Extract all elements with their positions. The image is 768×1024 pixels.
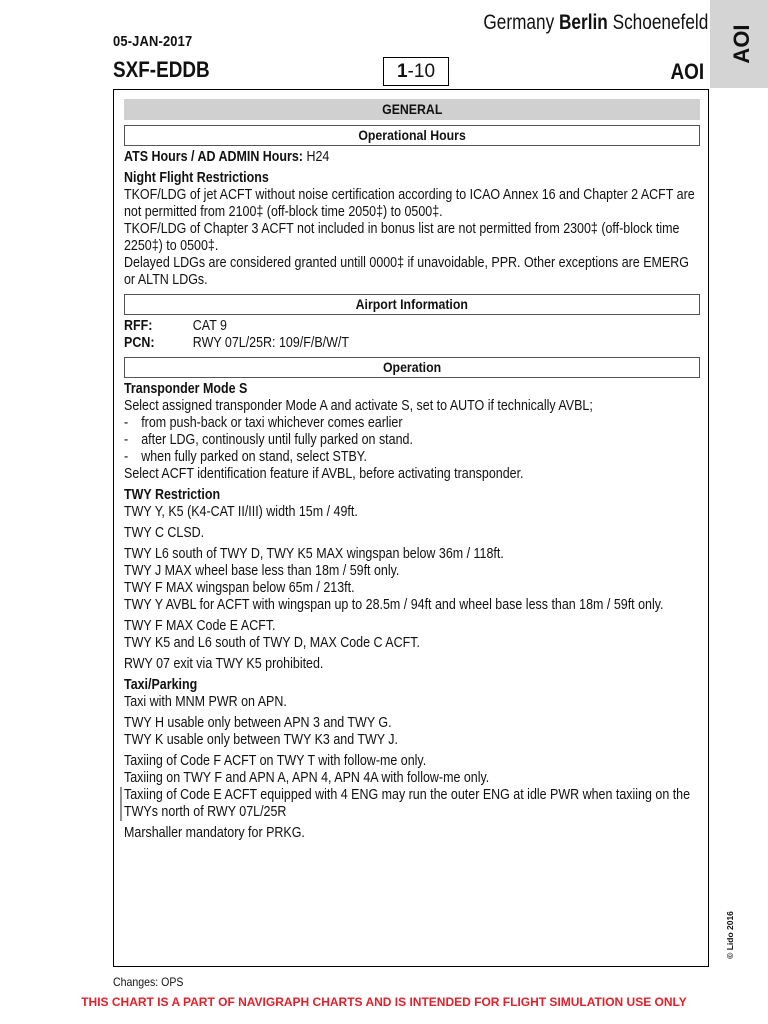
night-paragraph-3: Delayed LDGs are considered granted untill 0000‡ if unavoidable, PPR. Other exceptions are EMERG or ALTN LDGs.	[124, 255, 689, 288]
general-header: GENERAL	[124, 99, 700, 120]
section-tab-label: AOI	[729, 24, 754, 64]
disclaimer: THIS CHART IS A PART OF NAVIGRAPH CHARTS AND IS INTENDED FOR FLIGHT SIMULATION USE ONLY	[81, 995, 687, 1009]
taxi-line: Marshaller mandatory for PRKG.	[124, 825, 305, 841]
taxi-line: Taxiing on TWY F and APN A, APN 4, APN 4A with follow-me only.	[124, 770, 490, 786]
ats-hours: ATS Hours / AD ADMIN Hours: H24	[124, 149, 330, 165]
taxi-line: Taxiing of Code F ACFT on TWY T with follow-me only.	[124, 753, 427, 769]
taxi-line: Taxi with MNM PWR on APN.	[124, 694, 287, 710]
taxi-line: TWY H usable only between APN 3 and TWY G.	[124, 715, 392, 731]
section-label: AOI	[670, 59, 704, 84]
copyright: © Lido 2016	[725, 911, 735, 959]
night-paragraph-2: TKOF/LDG of Chapter 3 ACFT not included in bonus list are not permitted from 2300‡ (off-block time 2250‡) to 0500‡.	[124, 221, 680, 254]
operation-header: Operation	[124, 357, 700, 378]
twy-line: TWY J MAX wheel base less than 18m / 59ft only.	[124, 563, 400, 579]
twy-line: TWY L6 south of TWY D, TWY K5 MAX wingspan below 36m / 118ft.	[124, 546, 504, 562]
chart-date: 05-JAN-2017	[113, 33, 193, 50]
airport-information-header: Airport Information	[124, 294, 700, 315]
page-sequence: -10	[407, 61, 436, 82]
twy-restriction-title: TWY Restriction	[124, 487, 221, 503]
transponder-end: Select ACFT identification feature if AVBL, before activating transponder.	[124, 466, 524, 482]
twy-line: RWY 07 exit via TWY K5 prohibited.	[124, 656, 324, 672]
twy-line: TWY F MAX Code E ACFT.	[124, 618, 276, 634]
list-item: - from push-back or taxi whichever comes earlier	[124, 415, 403, 431]
night-paragraph-1: TKOF/LDG of jet ACFT without noise certification according to ICAO Annex 16 and Chapter 2 ACFT are not permitted from 2100‡ (off-block time 2050‡) to 0500‡.	[124, 187, 695, 220]
taxi-parking-title: Taxi/Parking	[124, 677, 198, 693]
twy-line: TWY C CLSD.	[124, 525, 205, 541]
transponder-title: Transponder Mode S	[124, 381, 248, 397]
twy-line: TWY F MAX wingspan below 65m / 213ft.	[124, 580, 355, 596]
taxi-line: TWY K usable only between TWY K3 and TWY J.	[124, 732, 399, 748]
transponder-intro: Select assigned transponder Mode A and activate S, set to AUTO if technically AVBL;	[124, 398, 593, 414]
taxi-line-changed: Taxiing of Code E ACFT equipped with 4 ENG may run the outer ENG at idle PWR when taxiing on the TWYs north of RWY 07L/25R	[121, 787, 701, 821]
country: Germany	[483, 11, 554, 34]
city: Berlin	[558, 11, 608, 34]
page-number: 1	[396, 61, 408, 82]
airport-location	[483, 11, 708, 35]
twy-line: TWY Y, K5 (K4-CAT II/III) width 15m / 49ft.	[124, 504, 358, 520]
twy-line: TWY Y AVBL for ACFT with wingspan up to 28.5m / 94ft and wheel base less than 18m / 59ft only.	[124, 597, 664, 613]
list-item: - after LDG, continously until fully parked on stand.	[124, 432, 413, 448]
page-number-box	[383, 57, 449, 86]
airport-code: SXF-EDDB	[113, 57, 210, 82]
night-flight-title: Night Flight Restrictions	[124, 170, 269, 186]
airport-name: Schoenefeld	[612, 11, 708, 34]
changes-note: Changes: OPS	[113, 975, 184, 989]
list-item: - when fully parked on stand, select STBY.	[124, 449, 367, 465]
twy-line: TWY K5 and L6 south of TWY D, MAX Code C ACFT.	[124, 635, 420, 651]
rff-row: RFF: CAT 9	[124, 318, 227, 334]
operational-hours-header: Operational Hours	[124, 125, 700, 146]
pcn-row: PCN: RWY 07L/25R: 109/F/B/W/T	[124, 335, 349, 351]
content	[124, 99, 700, 842]
